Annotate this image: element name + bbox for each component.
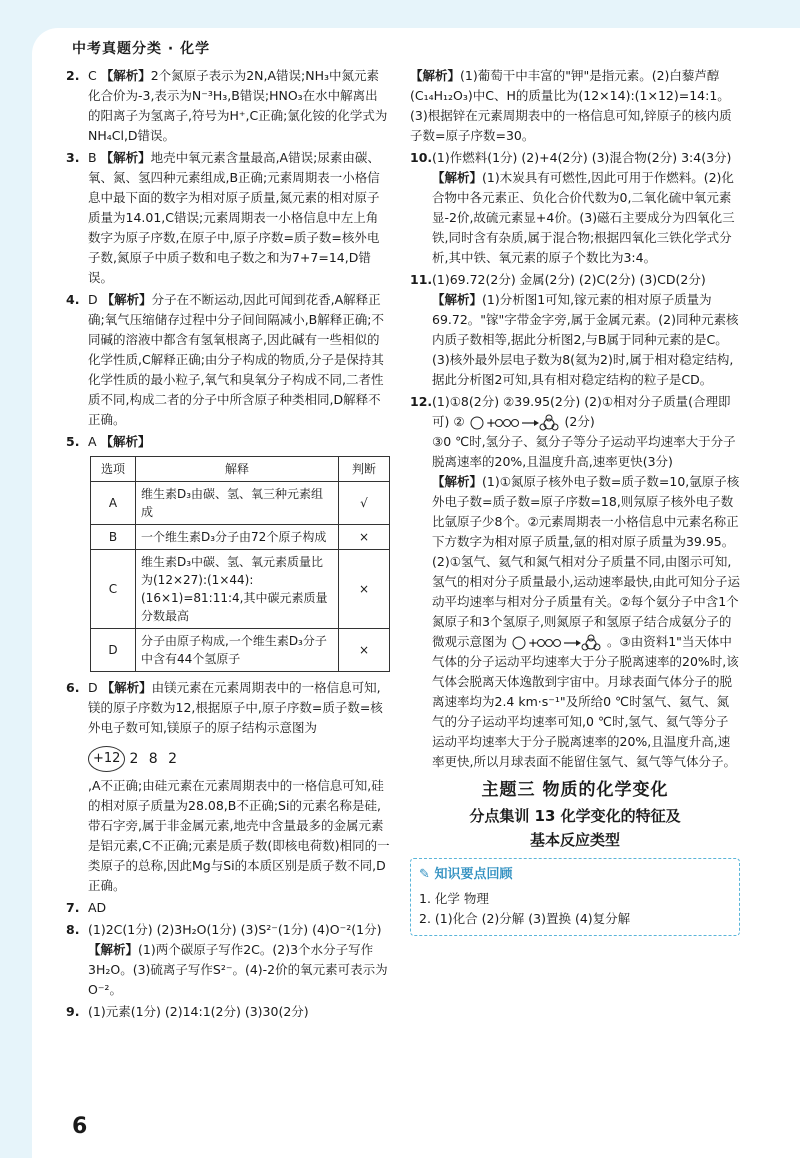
cell-explanation: 维生素D₃由碳、氢、氧三种元素组成 — [136, 482, 339, 525]
analysis-text: 2个氮原子表示为2N,A错误;NH₃中氮元素化合价为-3,表示为N⁻³H₃,B错误;HNO₃在水中解离出的阳离子为氢离子,符号为H⁺,C正确;氯化铵的化学式为NH₄Cl,D错误。 — [88, 68, 388, 143]
cell-judgment: × — [339, 550, 390, 629]
cell-judgment: × — [339, 629, 390, 672]
question-number: 4. — [66, 292, 80, 307]
answer: D — [88, 680, 98, 695]
question-7 — [66, 898, 390, 918]
question-number: 9. — [66, 1004, 80, 1019]
question-10 — [410, 148, 740, 268]
cell-judgment: √ — [339, 482, 390, 525]
answer: AD — [88, 900, 107, 915]
cell-explanation: 维生素D₃中碳、氢、氧元素质量比为(12×27):(1×44):(16×1)=81:11:4,其中碳元素质量分数最高 — [136, 550, 339, 629]
answer: (1)元素(1分) (2)14:1(2分) (3)30(2分) — [88, 1004, 309, 1019]
knowledge-title-text: 知识要点回顾 — [434, 867, 513, 882]
knowledge-item: 1. 化学 物理 — [419, 891, 489, 906]
magnesium-atom-diagram — [88, 746, 390, 772]
analysis-tag: 【解析】 — [88, 942, 139, 957]
question-4 — [66, 290, 390, 430]
analysis-tag: 【解析】 — [432, 292, 483, 307]
analysis-text: (1)①氮原子核外电子数=质子数=10,氩原子核外电子数=质子数=原子序数=18,则氖原子核外电子数比氩原子少8个。②元素周期表一小格信息中元素名称正下方数字为相对原子质量,氩的相对原子质量为39.95。(2)①氢气、氦气和氮气相对分子质量不同,由图示可知,氢气的相对分子质量最小,运动速率最快,由此可知分子运动平均速率与相对分子质量有关。②每个氨分子中含1个氮原子和3个氢原子,则氮原子和氢原子结合成氨分子的微观示意图为 — [432, 474, 740, 649]
analysis-tag: 【解析】 — [101, 292, 152, 307]
question-number: 12. — [410, 394, 433, 409]
analysis-text: (1)分析图1可知,镓元素的相对原子质量为69.72。"镓"字带金字旁,属于金属元素。(2)同种元素核内质子数相等,据此分析图2,与B属于同种元素的是C。(3)核外最外层电子数为8(氦为2)时,属于相对稳定结构,据此分析图2可知,具有相对稳定结构的粒子是CD。 — [432, 292, 739, 387]
analysis-tag: 【解析】 — [432, 474, 483, 489]
answer: (1)69.72(2分) 金属(2分) (2)C(2分) (3)CD(2分) — [432, 272, 706, 287]
score: (2分) — [564, 414, 595, 429]
header-explanation: 解释 — [136, 457, 339, 482]
analysis-tag: 【解析】 — [100, 68, 151, 83]
question-3 — [66, 148, 390, 288]
cell-explanation: 分子由原子构成,一个维生素D₃分子中含有44个氢原子 — [136, 629, 339, 672]
svg-text:+: + — [528, 635, 539, 650]
table-row — [91, 550, 390, 629]
answer: C — [88, 68, 97, 83]
question-6 — [66, 678, 390, 896]
section-subtitle-line1: 分点集训 13 化学变化的特征及 — [469, 807, 681, 825]
question-11 — [410, 270, 740, 390]
cell-explanation: 一个维生素D₃分子由72个原子构成 — [136, 525, 339, 550]
question-number: 2. — [66, 68, 80, 83]
svg-text:+: + — [485, 415, 496, 430]
table-row — [91, 629, 390, 672]
analysis-text: 地壳中氧元素含量最高,A错误;尿素由碳、氧、氮、氢四种元素组成,B正确;元素周期表一小格信息中最下面的数字为相对原子质量,氮元素的相对原子质量为14.01,C错误;元素周期表一小格信息中左上角数字为原子序数,在原子中,原子序数=质子数=核外电子数,氮原子中质子数和电子数之和为7+7=14,D错误。 — [88, 150, 380, 285]
table-row — [91, 525, 390, 550]
question-9-analysis — [410, 66, 740, 146]
analysis-text: ,A不正确;由硅元素在元素周期表中的一格信息可知,硅的相对原子质量为28.08,B不正确;Si的元素名称是硅,带石字旁,属于非金属元素,地壳中含量最多的金属元素是铝元素,C不正确;元素是质子数(即核电荷数)相同的一类原子的总称,因此Mg与Si的本质区别是质子数不同,D正确。 — [88, 778, 390, 893]
analysis-tag: 【解析】 — [101, 680, 152, 695]
electron-shells: 2 8 2 — [129, 751, 181, 767]
question-12 — [410, 392, 740, 772]
cell-option: B — [91, 525, 136, 550]
question-number: 8. — [66, 922, 80, 937]
question-number: 3. — [66, 150, 80, 165]
nucleus-icon: +12 — [88, 746, 125, 772]
analysis-text: (1)葡萄干中丰富的"钾"是指元素。(2)白藜芦醇(C₁₄H₁₂O₃)中C、H的质量比为(12×14):(1×12)=14:1。(3)根据锌在元素周期表中的一格信息可知,锌原子的核内质子数=原子序数=30。 — [410, 68, 732, 143]
ammonia-reaction-diagram-icon — [511, 634, 603, 652]
table-header-row — [91, 457, 390, 482]
analysis-tag: 【解析】 — [100, 150, 151, 165]
answer: (1)作燃料(1分) (2)+4(2分) (3)混合物(2分) 3:4(3分) — [432, 150, 732, 165]
page-number: 6 — [72, 1114, 88, 1139]
knowledge-review-title — [419, 865, 731, 885]
ammonia-reaction-diagram-icon — [469, 414, 561, 432]
analysis-text: 。③由资料1"当天体中气体的分子运动平均速率大于分子脱离速率的20%时,该气体会脱离天体逸散到宇宙中。月球表面气体分子的脱离速率均为2.4 km·s⁻¹"及所给0 ℃时氢气、氦气、氮气的分子运动平均速率可知,0 ℃时,氢气、氦气等分子运动平均速率大于分子脱离速率的20%,且温度升高,速率更快,所以月球表面不能留住氢气、氦气等气体分子。 — [432, 634, 739, 769]
question-number: 5. — [66, 434, 80, 449]
cell-option: C — [91, 550, 136, 629]
analysis-text: (1)两个碳原子写作2C。(2)3个水分子写作3H₂O。(3)硫离子写作S²⁻。(4)-2价的氧元素可表示为O⁻²。 — [88, 942, 388, 997]
analysis-tag: 【解析】 — [432, 170, 483, 185]
analysis-text: (1)木炭具有可燃性,因此可用于作燃料。(2)化合物中各元素正、负化合价代数为0,二氧化硫中氧元素显-2价,故硫元素显+4价。(3)磁石主要成分为四氧化三铁,同时含有杂质,属于混合物;根据四氧化三铁化学式分析,其中铁、氧元素的原子个数比为3:4。 — [432, 170, 735, 265]
analysis-tag: 【解析】 — [410, 68, 461, 83]
cell-option: A — [91, 482, 136, 525]
explanation-table — [90, 456, 390, 672]
question-8 — [66, 920, 390, 1000]
cell-option: D — [91, 629, 136, 672]
answer: (1)2C(1分) (2)3H₂O(1分) (3)S²⁻(1分) (4)O⁻²(1分) — [88, 922, 382, 937]
analysis-text: 由镁元素在元素周期表中的一格信息可知,镁的原子序数为12,根据原子中,原子序数=质子数=核外电子数可知,镁原子的原子结构示意图为 — [88, 680, 383, 735]
table-row — [91, 482, 390, 525]
left-column — [66, 66, 390, 1024]
question-number: 11. — [410, 272, 433, 287]
question-9 — [66, 1002, 390, 1022]
answer: (1)①8(2分) ②39.95(2分) (2)①相对分子质量(合理即可) ② — [432, 394, 731, 429]
knowledge-review-box — [410, 858, 740, 936]
analysis-text: 分子在不断运动,因此可闻到花香,A解释正确;氧气压缩储存过程中分子间间隔减小,B解释正确;不同碱的溶液中都含有氢氧根离子,因此碱有一些相似的化学性质,C解释正确;由分子构成的物质,分子是保持其化学性质的最小粒子,氧气和臭氧分子构成不同,二者性质不同,构成二者的分子中所含原子种类相同,D解释不正确。 — [88, 292, 384, 427]
question-5 — [66, 432, 390, 452]
page-header: 中考真题分类 · 化学 — [72, 41, 211, 57]
analysis-tag: 【解析】 — [100, 434, 151, 449]
question-number: 10. — [410, 150, 433, 165]
question-2 — [66, 66, 390, 146]
knowledge-item: 2. (1)化合 (2)分解 (3)置换 (4)复分解 — [419, 911, 631, 926]
header-judgment: 判断 — [339, 457, 390, 482]
answer: D — [88, 292, 98, 307]
topic-title: 主题三 物质的化学变化 — [481, 780, 669, 800]
question-number: 7. — [66, 900, 80, 915]
book-icon: ✎ — [419, 867, 430, 882]
right-column — [410, 66, 740, 936]
question-number: 6. — [66, 680, 80, 695]
answer: B — [88, 150, 97, 165]
cell-judgment: × — [339, 525, 390, 550]
header-option: 选项 — [91, 457, 136, 482]
answer: A — [88, 434, 97, 449]
answer: ③0 ℃时,氢分子、氦分子等分子运动平均速率大于分子脱离速率的20%,且温度升高,速率更快(3分) — [432, 434, 736, 469]
section-subtitle-line2: 基本反应类型 — [529, 831, 620, 849]
